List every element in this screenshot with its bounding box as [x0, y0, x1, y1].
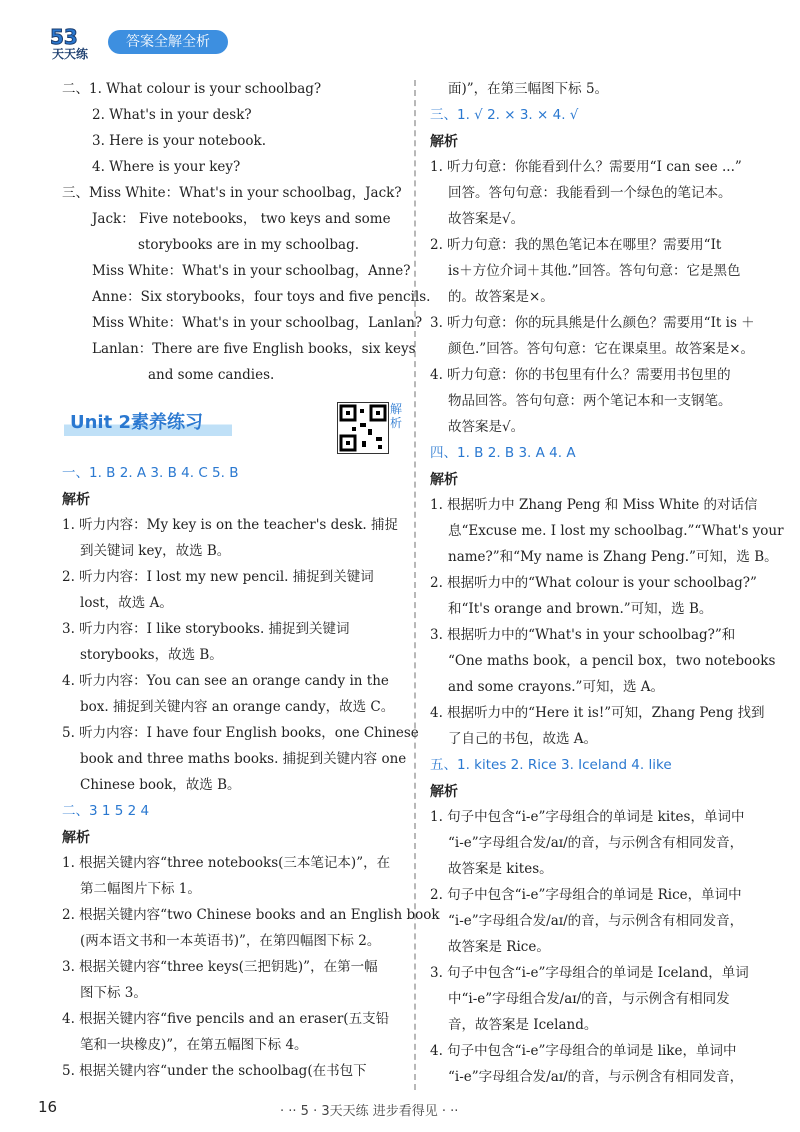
text-line: Miss White：What's in your schoolbag，Anne? [92, 263, 411, 279]
svg-text:天天练: 天天练 [52, 47, 89, 61]
text-line: 4. Where is your key? [92, 159, 241, 175]
text-line: 1. 听力内容：My key is on the teacher's desk. 捕捉 [62, 517, 398, 533]
text-line: 2. 根据听力中的“What colour is your schoolbag?” [430, 575, 757, 591]
section-answer: 一、1. B 2. A 3. B 4. C 5. B [62, 465, 239, 481]
page-number: 16 [38, 1098, 58, 1116]
text-line: 物品回答。答句句意：两个笔记本和一支钢笔。 [448, 393, 732, 409]
analysis-heading: 解析 [430, 784, 458, 800]
text-line: 2. 听力内容：I lost my new pencil. 捕捉到关键词 [62, 569, 374, 585]
text-line: 1. 听力句意：你能看到什么？需要用“I can see ...” [430, 159, 742, 175]
column-divider [414, 80, 416, 1090]
unit-title: Unit 2素养练习 [64, 410, 232, 436]
text-line: storybooks，故选 B。 [80, 647, 223, 663]
text-line: storybooks are in my schoolbag. [138, 237, 360, 253]
text-line: 3. 根据听力中的“What's in your schoolbag?”和 [430, 627, 736, 643]
text-line: lost，故选 A。 [80, 595, 173, 611]
text-line: 息“Excuse me. I lost my schoolbag.”“What's your [448, 523, 784, 539]
analysis-heading: 解析 [62, 830, 90, 846]
text-line: 二、1. What colour is your schoolbag? [62, 81, 322, 97]
text-line: book and three maths books. 捕捉到关键内容 one [80, 751, 407, 767]
text-line: Jack： Five notebooks， two keys and some [92, 211, 391, 227]
text-line: 2. 听力句意：我的黑色笔记本在哪里？需要用“It [430, 237, 722, 253]
text-line: 面)”，在第三幅图下标 5。 [448, 81, 609, 97]
text-line: 三、Miss White：What's in your schoolbag，Jack? [62, 185, 402, 201]
text-line: is＋方位介词＋其他.”回答。答句句意：它是黑色 [448, 263, 741, 279]
text-line: 回答。答句句意：我能看到一个绿色的笔记本。 [448, 185, 732, 201]
text-line: 1. 句子中包含“i-e”字母组合的单词是 kites，单词中 [430, 809, 745, 825]
analysis-heading: 解析 [62, 492, 90, 508]
analysis-heading: 解析 [430, 472, 458, 488]
text-line: 笔和一块橡皮)”，在第五幅图下标 4。 [80, 1037, 308, 1053]
text-line: 3. 根据关键内容“three keys(三把钥匙)”，在第一幅 [62, 959, 378, 975]
text-line: 的。故答案是×。 [448, 289, 554, 305]
text-line: 故答案是 Rice。 [448, 939, 550, 955]
text-line: Chinese book，故选 B。 [80, 777, 241, 793]
text-line: and some candies. [148, 367, 275, 383]
text-line: “i-e”字母组合发/aɪ/的音，与示例含有相同发音， [448, 913, 744, 929]
text-line: 2. 根据关键内容“two Chinese books and an English book [62, 907, 440, 923]
answer-banner: 答案全解全析 [108, 30, 228, 54]
text-line: 中“i-e”字母组合发/aɪ/的音，与示例含有相同发 [448, 991, 730, 1007]
text-line: 和“It's orange and brown.”可知，选 B。 [448, 601, 713, 617]
text-line: “One maths book，a pencil box，two notebooks [448, 653, 776, 669]
text-line: 4. 听力内容：You can see an orange candy in the [62, 673, 389, 689]
text-line: box. 捕捉到关键内容 an orange candy，故选 C。 [80, 699, 395, 715]
text-line: 颜色.”回答。答句句意：它在课桌里。故答案是×。 [448, 341, 755, 357]
qr-code[interactable] [337, 402, 389, 454]
text-line: 3. 听力内容：I like storybooks. 捕捉到关键词 [62, 621, 350, 637]
text-line: “i-e”字母组合发/aɪ/的音，与示例含有相同发音， [448, 1069, 744, 1085]
text-line: 2. 句子中包含“i-e”字母组合的单词是 Rice，单词中 [430, 887, 742, 903]
text-line: Lanlan：There are five English books，six keys [92, 341, 416, 357]
text-line: 4. 句子中包含“i-e”字母组合的单词是 like，单词中 [430, 1043, 737, 1059]
section-answer: 五、1. kites 2. Rice 3. Iceland 4. like [430, 757, 672, 773]
text-line: “i-e”字母组合发/aɪ/的音，与示例含有相同发音， [448, 835, 744, 851]
text-line: 2. What's in your desk? [92, 107, 252, 123]
text-line: (两本语文书和一本英语书)”，在第四幅图下标 2。 [80, 933, 381, 949]
section-answer: 二、3 1 5 2 4 [62, 803, 150, 819]
text-line: 3. 句子中包含“i-e”字母组合的单词是 Iceland，单词 [430, 965, 749, 981]
section-answer: 三、1. √ 2. × 3. × 4. √ [430, 107, 579, 123]
analysis-heading: 解析 [430, 134, 458, 150]
text-line: 1. 根据听力中 Zhang Peng 和 Miss White 的对话信 [430, 497, 758, 513]
text-line: 到关键词 key，故选 B。 [80, 543, 231, 559]
text-line: 了自己的书包，故选 A。 [448, 731, 598, 747]
text-line: 5. 根据关键内容“under the schoolbag(在书包下 [62, 1063, 367, 1079]
svg-text:53: 53 [50, 25, 78, 49]
text-line: Anne：Six storybooks，four toys and five pencils. [92, 289, 431, 305]
text-line: 4. 听力句意：你的书包里有什么？需要用书包里的 [430, 367, 731, 383]
qr-label: 解析 [390, 402, 403, 430]
text-line: name?”和“My name is Zhang Peng.”可知，选 B。 [448, 549, 778, 565]
text-line: 3. Here is your notebook. [92, 133, 267, 149]
footer-slogan: · ·· 5 · 3天天练 进步看得见 · ·· [280, 1104, 459, 1119]
text-line: 音，故答案是 Iceland。 [448, 1017, 598, 1033]
text-line: 图下标 3。 [80, 985, 147, 1001]
text-line: 故答案是√。 [448, 211, 525, 227]
text-line: 故答案是 kites。 [448, 861, 553, 877]
text-line: and some crayons.”可知，选 A。 [448, 679, 664, 695]
text-line: 故答案是√。 [448, 419, 525, 435]
text-line: 第二幅图片下标 1。 [80, 881, 201, 897]
text-line: 5. 听力内容：I have four English books，one Chinese [62, 725, 419, 741]
text-line: 1. 根据关键内容“three notebooks(三本笔记本)”，在 [62, 855, 391, 871]
section-answer: 四、1. B 2. B 3. A 4. A [430, 445, 576, 461]
text-line: 3. 听力句意：你的玩具熊是什么颜色？需要用“It is ＋ [430, 315, 755, 331]
brand-logo [48, 22, 106, 62]
text-line: 4. 根据听力中的“Here it is!”可知，Zhang Peng 找到 [430, 705, 765, 721]
text-line: 4. 根据关键内容“five pencils and an eraser(五支铅 [62, 1011, 390, 1027]
text-line: Miss White：What's in your schoolbag，Lanlan? [92, 315, 423, 331]
